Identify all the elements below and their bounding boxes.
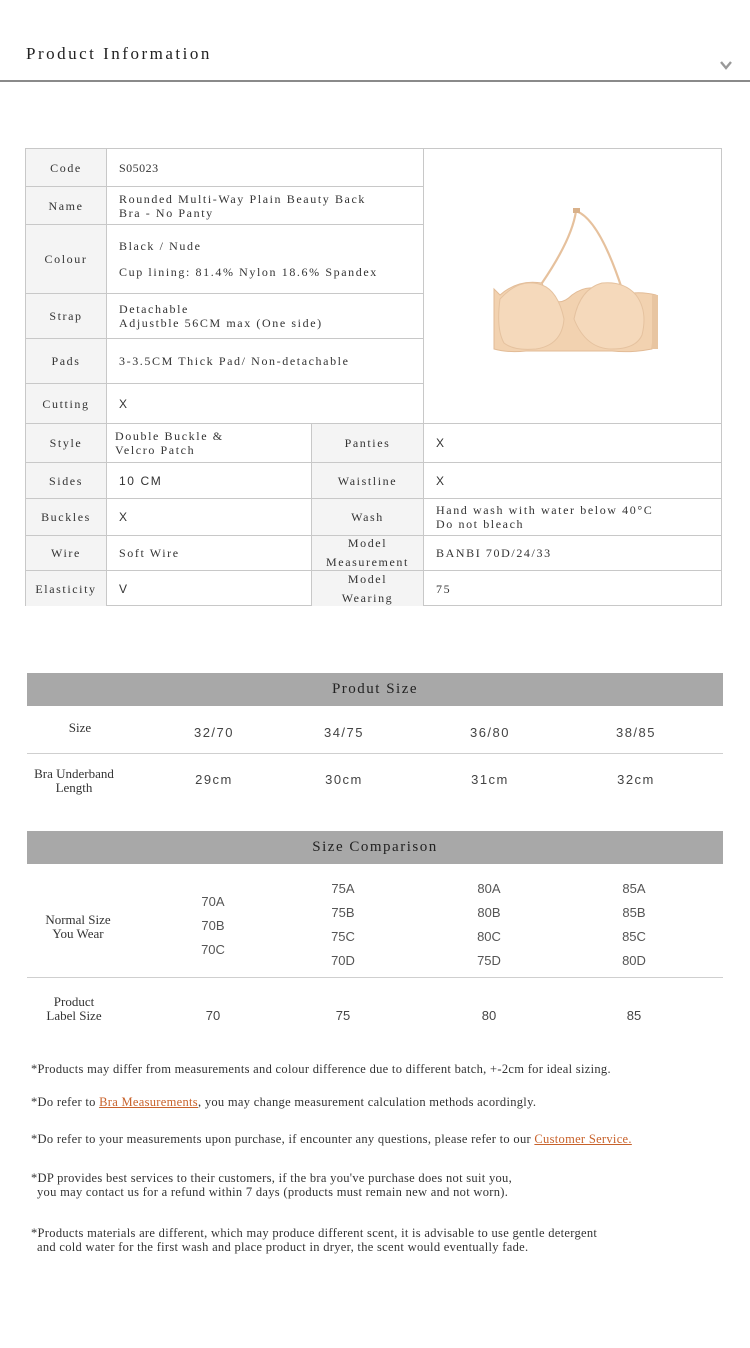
wash-line: Do not bleach bbox=[436, 517, 525, 531]
comparison-column bbox=[183, 890, 243, 962]
product-image bbox=[424, 149, 722, 423]
comparison-column bbox=[459, 877, 519, 973]
style-label: Style bbox=[26, 424, 106, 462]
size-row-label: Size bbox=[68, 720, 92, 735]
label-size-label bbox=[24, 995, 124, 1023]
buckles-value: X bbox=[119, 510, 129, 524]
length-value: 29cm bbox=[195, 772, 233, 787]
length-value: 32cm bbox=[617, 772, 655, 787]
size-value: 34/75 bbox=[323, 725, 365, 740]
comparison-cell: 80D bbox=[622, 953, 646, 968]
sides-label: Sides bbox=[26, 463, 106, 498]
lining-text: Cup lining: 81.4% Nylon 18.6% Spandex bbox=[119, 265, 378, 279]
product-size-title: Produt Size bbox=[27, 673, 723, 706]
size-value: 32/70 bbox=[193, 725, 235, 740]
sides-value: 10 CM bbox=[119, 473, 163, 488]
waistline-label: Waistline bbox=[312, 463, 423, 498]
comparison-cell: 85A bbox=[622, 881, 646, 896]
comparison-cell: 75A bbox=[331, 881, 355, 896]
page-header bbox=[0, 0, 750, 82]
normal-size-line: You Wear bbox=[52, 926, 104, 941]
size-value: 36/80 bbox=[469, 725, 511, 740]
name-line: Bra - No Panty bbox=[119, 205, 214, 220]
note-text bbox=[31, 1132, 632, 1146]
product-info-table bbox=[25, 148, 722, 606]
style-value bbox=[107, 424, 311, 462]
divider bbox=[26, 338, 423, 339]
strap-line: Adjustble 56CM max (One side) bbox=[119, 316, 323, 330]
divider bbox=[26, 423, 722, 424]
underband-line: Length bbox=[55, 780, 93, 795]
note-line: *Products materials are different, which may produce different scent, it is advisable to use gentle detergent bbox=[31, 1226, 598, 1240]
note-text: *Products may differ from measurements and colour difference due to different batch, +-2cm for ideal sizing. bbox=[31, 1062, 611, 1076]
divider bbox=[26, 535, 722, 536]
length-value: 30cm bbox=[325, 772, 363, 787]
divider bbox=[26, 224, 423, 225]
code-label: Code bbox=[26, 149, 106, 186]
style-line: Velcro Patch bbox=[115, 443, 196, 457]
wash-label: Wash bbox=[312, 499, 423, 535]
divider bbox=[26, 570, 722, 571]
normal-size-label bbox=[24, 913, 132, 941]
comparison-cell: 80B bbox=[477, 905, 501, 920]
comparison-cell: 80C bbox=[477, 929, 501, 944]
size-comparison-title: Size Comparison bbox=[27, 831, 723, 864]
panties-value: X bbox=[436, 436, 446, 450]
strap-line: Detachable bbox=[119, 302, 189, 316]
comparison-cell: 75B bbox=[331, 905, 355, 920]
chevron-down-icon[interactable] bbox=[718, 58, 734, 72]
colour-text: Black / Nude bbox=[119, 239, 202, 253]
comparison-cell: 70A bbox=[201, 894, 225, 909]
cutting-label: Cutting bbox=[26, 384, 106, 423]
panties-label: Panties bbox=[312, 424, 423, 462]
colour-value bbox=[107, 225, 423, 293]
note-line: you may contact us for a refund within 7 days (products must remain new and not worn). bbox=[37, 1185, 509, 1199]
label-size-value: 75 bbox=[335, 1008, 351, 1023]
model-wearing-label bbox=[312, 571, 423, 606]
model-measurement-label bbox=[312, 536, 423, 570]
waistline-value: X bbox=[436, 473, 446, 488]
comparison-cell: 75C bbox=[331, 929, 355, 944]
name-line: Rounded Multi-Way Plain Beauty Back bbox=[119, 191, 367, 206]
comparison-cell: 70C bbox=[201, 942, 225, 957]
divider bbox=[26, 186, 423, 187]
strap-value bbox=[107, 294, 423, 338]
wire-label: Wire bbox=[26, 536, 106, 570]
note-text bbox=[31, 1226, 597, 1254]
underband-line: Bra Underband bbox=[34, 766, 114, 781]
model-wearing-line: Wearing bbox=[341, 590, 394, 605]
elasticity-label: Elasticity bbox=[26, 571, 106, 606]
normal-size-line: Normal Size bbox=[45, 912, 111, 927]
comparison-cell: 70B bbox=[201, 918, 225, 933]
divider bbox=[26, 462, 722, 463]
note-fragment: , you may change measurement calculation methods acordingly. bbox=[197, 1095, 537, 1109]
model-measurement-line: Measurement bbox=[326, 555, 409, 569]
code-value: S05023 bbox=[119, 160, 159, 175]
page-title: Product Information bbox=[26, 44, 212, 63]
pads-value: 3-3.5CM Thick Pad/ Non-detachable bbox=[119, 354, 350, 368]
cutting-value: X bbox=[119, 396, 129, 411]
label-size-value: 85 bbox=[626, 1008, 642, 1023]
note-fragment: *Do refer to bbox=[31, 1095, 100, 1109]
style-line: Double Buckle & bbox=[115, 429, 224, 443]
note-text bbox=[31, 1171, 512, 1199]
comparison-cell: 70D bbox=[331, 953, 355, 968]
divider bbox=[26, 293, 423, 294]
label-size-value: 80 bbox=[481, 1008, 497, 1023]
divider bbox=[423, 149, 424, 606]
strap-label: Strap bbox=[26, 294, 106, 338]
bra-measurements-link[interactable]: Bra Measurements bbox=[99, 1095, 198, 1109]
length-value: 31cm bbox=[471, 772, 509, 787]
colour-label: Colour bbox=[26, 225, 106, 293]
model-wearing-value: 75 bbox=[436, 581, 452, 596]
label-size-line: Product bbox=[53, 994, 95, 1009]
comparison-cell: 85B bbox=[622, 905, 646, 920]
label-size-value: 70 bbox=[205, 1008, 221, 1023]
elasticity-value: V bbox=[119, 581, 129, 596]
customer-service-link[interactable]: Customer Service. bbox=[534, 1132, 632, 1146]
size-value: 38/85 bbox=[615, 725, 657, 740]
comparison-column bbox=[604, 877, 664, 973]
note-text bbox=[31, 1095, 536, 1109]
note-line: and cold water for the first wash and place product in dryer, the scent would eventually fade. bbox=[37, 1240, 529, 1254]
note-line: *DP provides best services to their customers, if the bra you've purchase does not suit you, bbox=[31, 1171, 513, 1185]
comparison-cell: 80A bbox=[477, 881, 501, 896]
divider bbox=[26, 498, 722, 499]
divider bbox=[26, 383, 423, 384]
comparison-column bbox=[313, 877, 373, 973]
wash-value bbox=[424, 499, 722, 535]
model-measurement-line: Model bbox=[347, 536, 388, 550]
model-wearing-line: Model bbox=[347, 571, 388, 586]
buckles-label: Buckles bbox=[26, 499, 106, 535]
pads-label: Pads bbox=[26, 339, 106, 383]
label-size-line: Label Size bbox=[46, 1008, 102, 1023]
comparison-cell: 75D bbox=[477, 953, 501, 968]
divider bbox=[27, 977, 723, 978]
name-label: Name bbox=[26, 187, 106, 224]
underband-label bbox=[22, 767, 126, 795]
model-measurement-value: BANBI 70D/24/33 bbox=[436, 546, 552, 560]
divider bbox=[27, 753, 723, 754]
note-fragment: *Do refer to your measurements upon purchase, if encounter any questions, please refer to our bbox=[31, 1132, 535, 1146]
wire-value: Soft Wire bbox=[119, 546, 180, 560]
divider bbox=[311, 423, 312, 606]
comparison-cell: 85C bbox=[622, 929, 646, 944]
name-value bbox=[107, 187, 423, 224]
wash-line: Hand wash with water below 40°C bbox=[436, 503, 654, 517]
divider bbox=[106, 149, 107, 606]
